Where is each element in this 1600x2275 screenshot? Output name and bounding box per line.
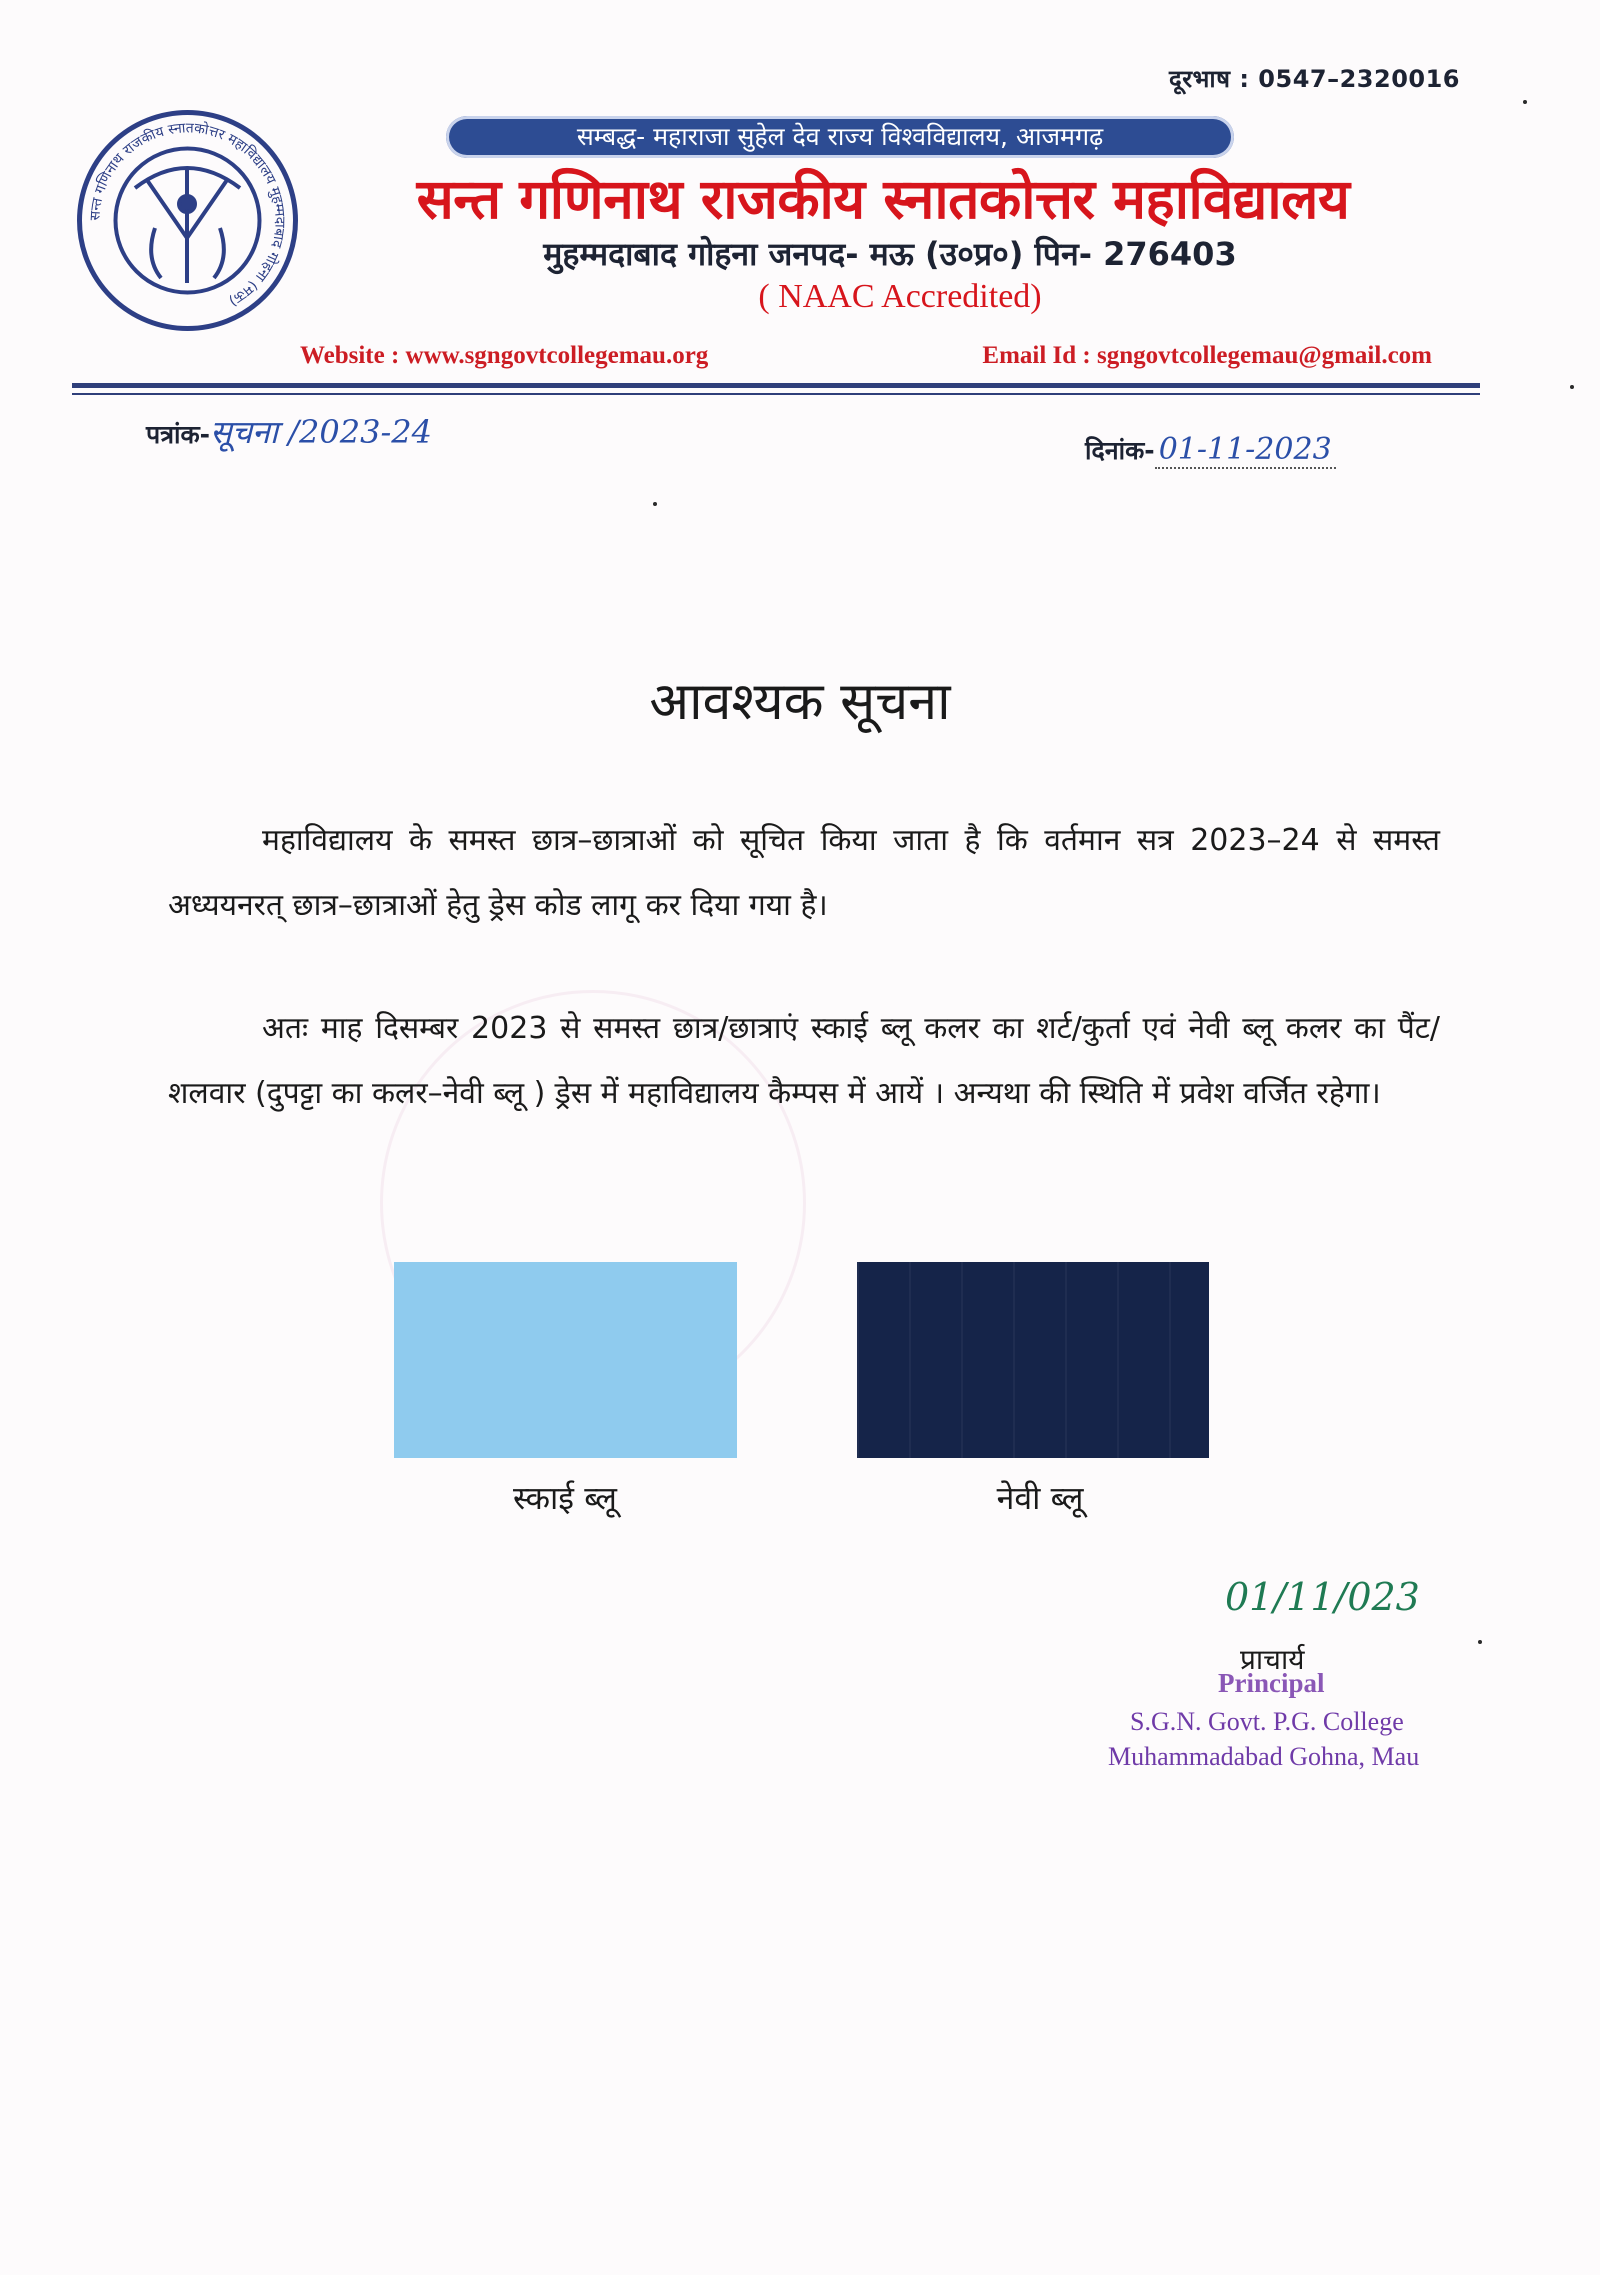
college-name: सन्त गणिनाथ राजकीय स्नातकोत्तर महाविद्यालय bbox=[416, 166, 1350, 231]
reference-value: सूचना /2023-24 bbox=[210, 413, 432, 451]
website-link[interactable]: Website : www.sgngovtcollegemau.org bbox=[300, 342, 709, 369]
email-link[interactable]: Email Id : sgngovtcollegemau@gmail.com bbox=[982, 342, 1432, 369]
date-value: 01-11-2023 bbox=[1155, 432, 1336, 469]
up-government-emblem-icon bbox=[135, 168, 240, 283]
scan-speck bbox=[1523, 100, 1527, 104]
notice-paragraph-1: महाविद्यालय के समस्त छात्र–छात्राओं को सूचित किया जाता है कि वर्तमान सत्र 2023–24 से समस्त अध्ययनरत् छात्र–छात्राओं हेतु ड्रेस कोड लागू कर दिया गया है। bbox=[168, 823, 1440, 923]
notice-paragraph-2: अतः माह दिसम्बर 2023 से समस्त छात्र/छात्राएं स्काई ब्लू कलर का शर्ट/कुर्ता एवं नेवी ब्लू कलर का पैंट/शलवार (दुपट्टा का कलर–नेवी ब्लू ) ड्रेस में महाविद्यालय कैम्पस में आयें । अन्यथा की स्थिति में प्रवेश वर्जित रहेगा। bbox=[168, 1011, 1440, 1111]
header-divider-thin bbox=[72, 393, 1480, 395]
college-seal-icon bbox=[75, 108, 300, 333]
reference-number bbox=[146, 410, 432, 453]
college-address: मुहम्मदाबाद गोहना जनपद- मऊ (उ०प्र०) पिन- 276403 bbox=[543, 235, 1237, 273]
principal-title-english: Principal bbox=[1218, 1668, 1325, 1698]
header-divider-thick bbox=[72, 383, 1480, 388]
seal-ring-text: सन्त गणिनाथ राजकीय स्नातकोत्तर महाविद्यालय मुहम्मदाबाद गोहना (मऊ) bbox=[87, 120, 288, 310]
navy-blue-swatch bbox=[857, 1262, 1209, 1458]
date-label: दिनांक- bbox=[1085, 436, 1155, 465]
handwritten-signature: 01/11/023 bbox=[1225, 1575, 1420, 1619]
scan-speck bbox=[653, 502, 657, 506]
sky-blue-swatch bbox=[394, 1262, 737, 1458]
reference-label: पत्रांक- bbox=[146, 420, 211, 449]
navy-blue-label: नेवी ब्लू bbox=[996, 1479, 1084, 1517]
principal-title-hindi: प्राचार्य bbox=[1240, 1643, 1305, 1676]
scan-speck bbox=[1478, 1640, 1482, 1644]
stamp-institution-line-2: Muhammadabad Gohna, Mau bbox=[1108, 1742, 1420, 1771]
notice-title: आवश्यक सूचना bbox=[649, 672, 951, 732]
stamp-institution-line-1: S.G.N. Govt. P.G. College bbox=[1130, 1707, 1404, 1736]
phone-number: दूरभाष : 0547–2320016 bbox=[1168, 65, 1460, 93]
affiliation-banner: सम्बद्ध- महाराजा सुहेल देव राज्य विश्वविद्यालय, आजमगढ़ bbox=[446, 116, 1234, 158]
naac-accreditation: ( NAAC Accredited) bbox=[758, 278, 1042, 315]
notice-date bbox=[1085, 432, 1336, 467]
sky-blue-label: स्काई ब्लू bbox=[513, 1479, 617, 1517]
scan-speck bbox=[1570, 385, 1574, 389]
